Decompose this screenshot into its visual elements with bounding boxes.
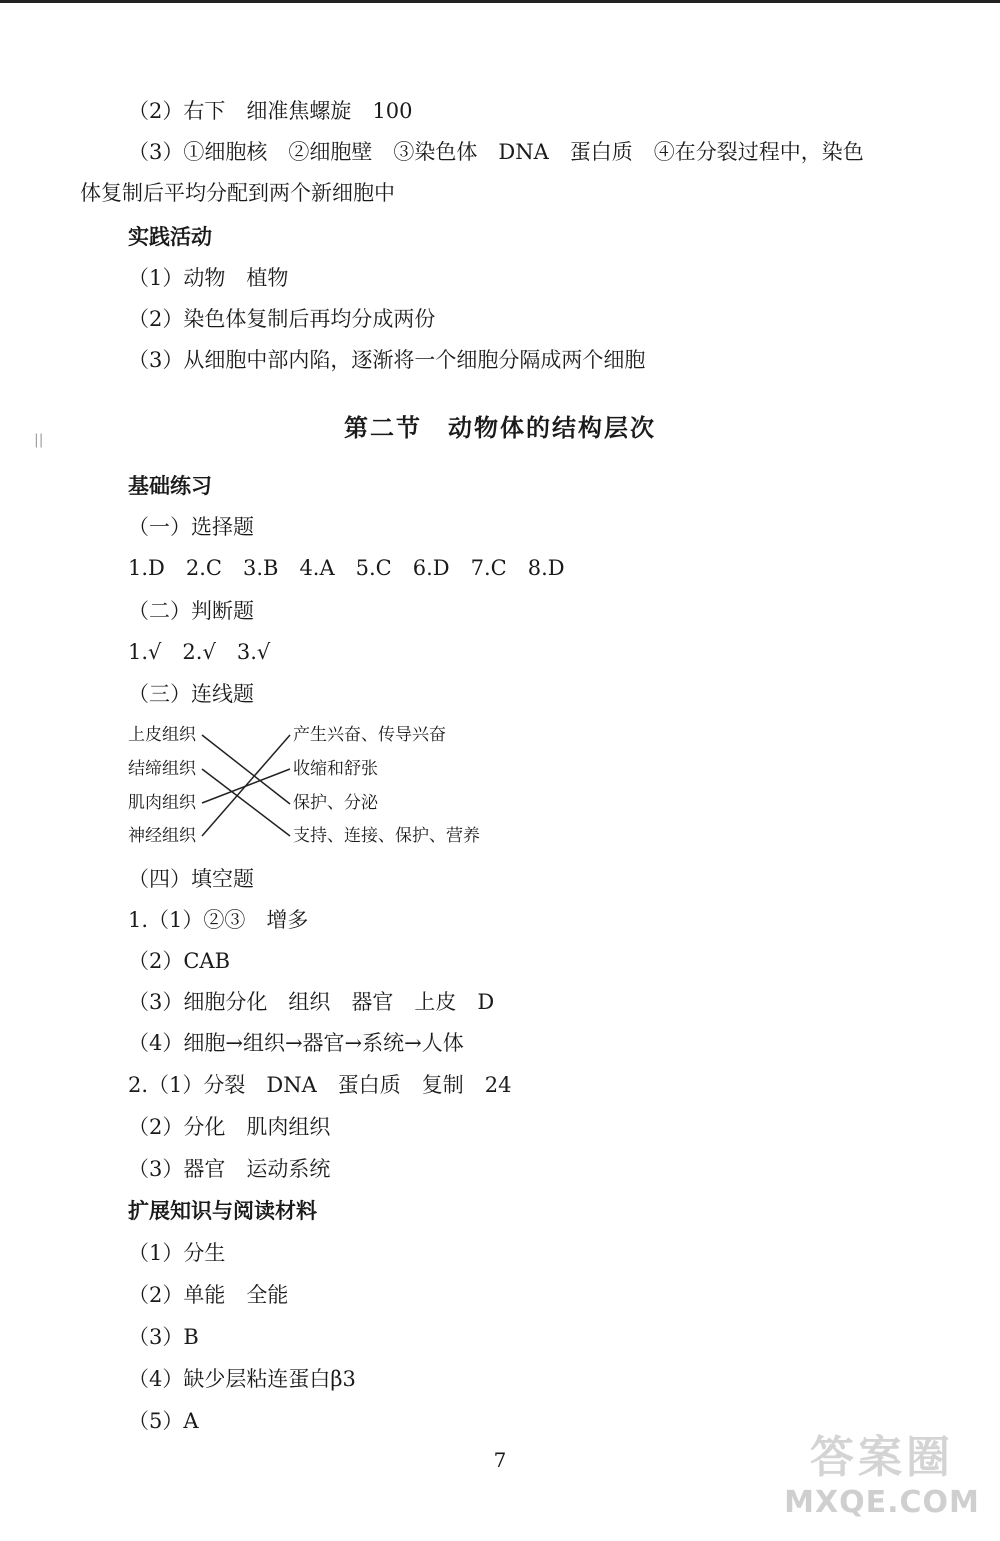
scan-mark: ||	[34, 432, 44, 448]
answer-line: （1）动物 植物	[128, 266, 289, 290]
heading-extension: 扩展知识与阅读材料	[128, 1199, 317, 1223]
match-right-item: 支持、连接、保护、营养	[293, 826, 480, 846]
answer-line: （3）器官 运动系统	[128, 1157, 331, 1181]
answer-line: （2）分化 肌肉组织	[128, 1115, 331, 1139]
match-line	[202, 735, 290, 804]
heading-basic: 基础练习	[128, 474, 212, 498]
match-right-item: 收缩和舒张	[293, 759, 378, 779]
answer-line: （3）①细胞核 ②细胞壁 ③染色体 DNA 蛋白质 ④在分裂过程中，染色	[128, 140, 864, 164]
answer-line: （4）缺少层粘连蛋白β3	[128, 1367, 356, 1391]
subheading: （三）连线题	[128, 682, 254, 706]
match-left-item: 肌肉组织	[128, 793, 196, 813]
page-number: 7	[493, 1448, 507, 1472]
answer-line: 1.D 2.C 3.B 4.A 5.C 6.D 7.C 8.D	[128, 556, 565, 580]
site-watermark	[782, 1421, 982, 1529]
section-title: 第二节 动物体的结构层次	[344, 414, 656, 442]
subheading: （一）选择题	[128, 515, 254, 539]
watermark-logo-text: 答案圈	[810, 1432, 954, 1483]
match-right-item: 产生兴奋、传导兴奋	[293, 725, 446, 745]
answer-line: （3）细胞分化 组织 器官 上皮 D	[128, 990, 495, 1014]
answer-line: （2）单能 全能	[128, 1283, 289, 1307]
answer-line: （2）右下 细准焦螺旋 100	[128, 99, 413, 123]
answer-line: （2）CAB	[128, 949, 231, 973]
answer-line: 体复制后平均分配到两个新细胞中	[80, 181, 395, 205]
answer-line: 2.（1）分裂 DNA 蛋白质 复制 24	[128, 1073, 512, 1097]
match-line	[202, 735, 290, 836]
answer-line: （5）A	[128, 1409, 199, 1433]
match-left-item: 神经组织	[128, 826, 196, 846]
match-line	[202, 769, 290, 836]
answer-line: 1.（1）②③ 增多	[128, 908, 309, 932]
match-right-item: 保护、分泌	[293, 793, 378, 813]
subheading: （四）填空题	[128, 867, 254, 891]
watermark-url: MXQE.COM	[784, 1485, 980, 1520]
answer-line: 1.√ 2.√ 3.√	[128, 640, 271, 664]
answer-line: （4）细胞→组织→器官→系统→人体	[128, 1031, 464, 1055]
match-left-item: 结缔组织	[128, 759, 196, 779]
subheading: （二）判断题	[128, 599, 254, 623]
answer-line: （1）分生	[128, 1241, 226, 1265]
heading-practice: 实践活动	[128, 225, 212, 249]
answer-line: （2）染色体复制后再均分成两份	[128, 307, 436, 331]
answer-line: （3）B	[128, 1325, 199, 1349]
match-left-item: 上皮组织	[128, 725, 196, 745]
answer-line: （3）从细胞中部内陷，逐渐将一个细胞分隔成两个细胞	[128, 348, 646, 372]
